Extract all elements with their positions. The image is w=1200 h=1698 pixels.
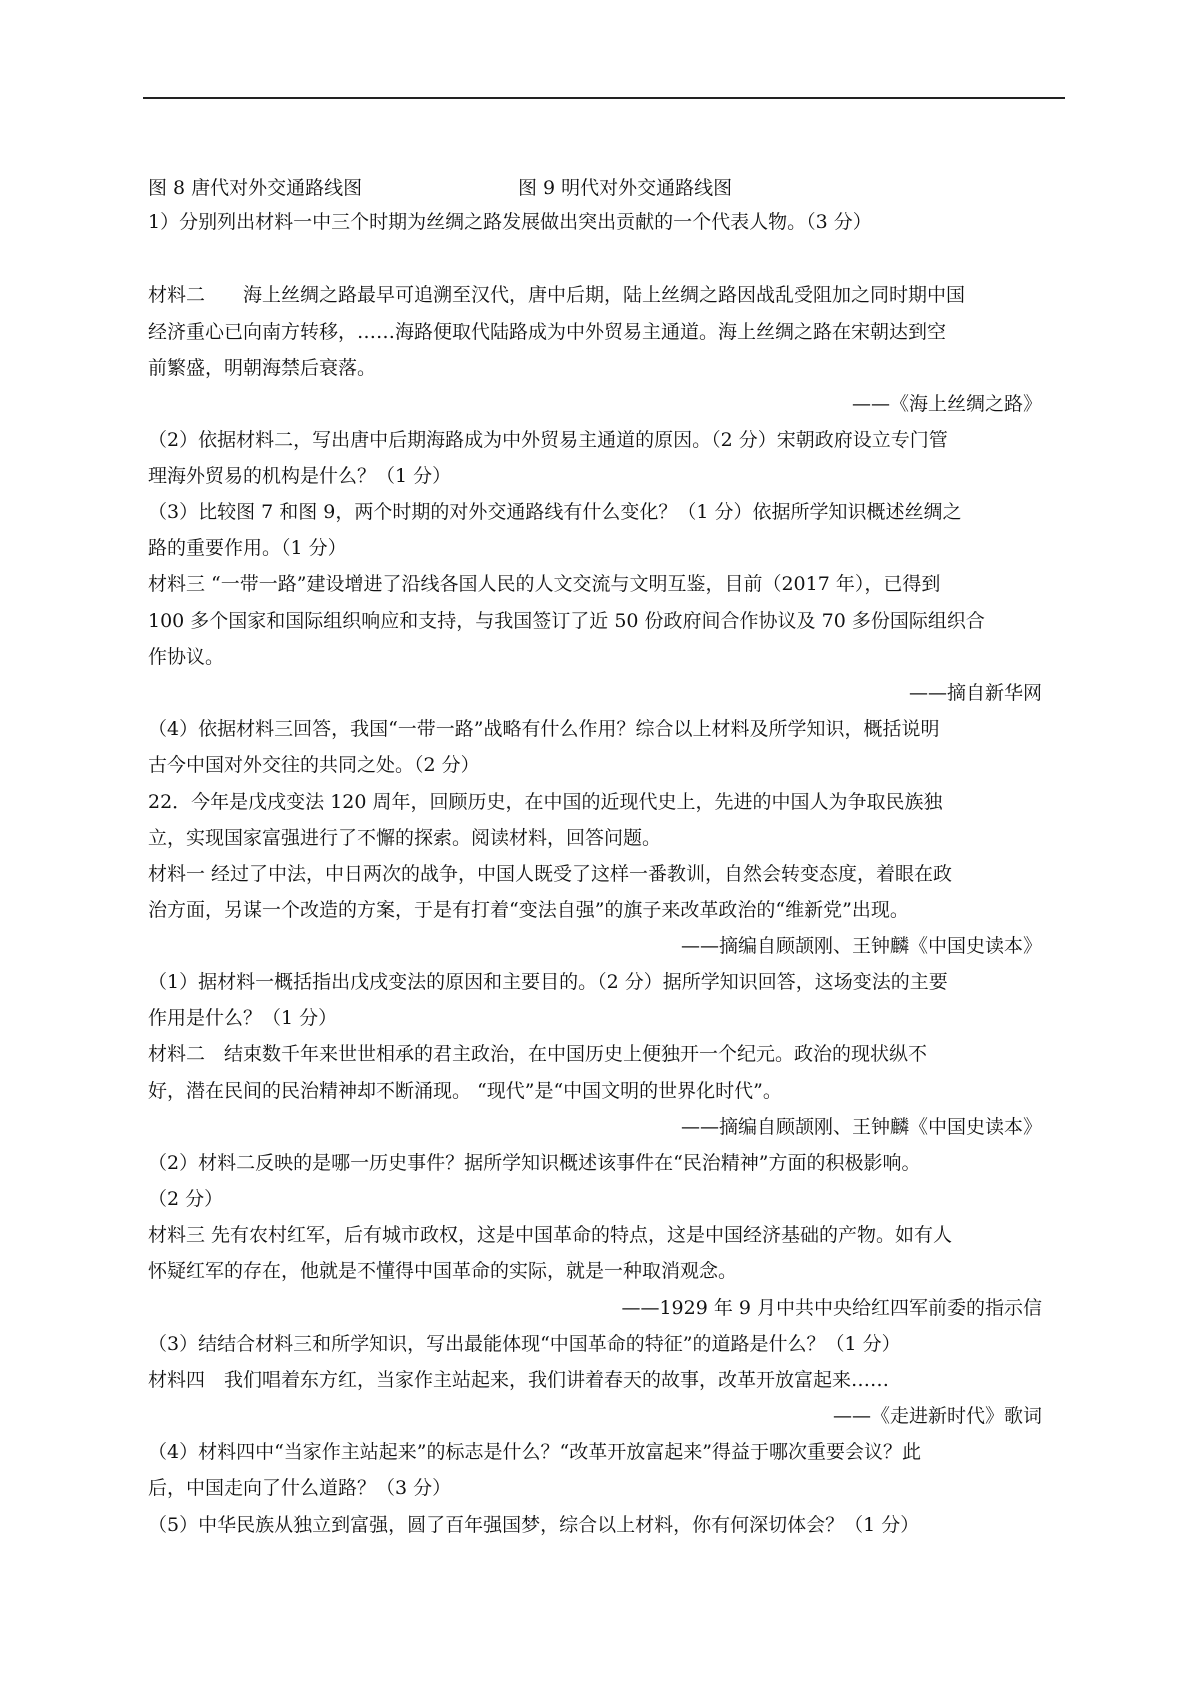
q22-question-1: 作用是什么？（1 分）	[148, 1007, 338, 1029]
question-3: 路的重要作用。（1 分）	[148, 537, 347, 559]
q22-question-4: （4）材料四中“当家作主站起来”的标志是什么？“改革开放富起来”得益于哪次重要会议？此	[148, 1441, 921, 1463]
q22-material-1-source: ——摘编自顾颉刚、王钟麟《中国史读本》	[680, 935, 1042, 957]
q22-question-4: 后，中国走向了什么道路？（3 分）	[148, 1477, 452, 1499]
question-1: 1）分别列出材料一中三个时期为丝绸之路发展做出突出贡献的一个代表人物。（3 分）	[148, 211, 872, 233]
q22-material-3: 怀疑红军的存在，他就是不懂得中国革命的实际，就是一种取消观念。	[148, 1260, 738, 1282]
question-2: （2）依据材料二，写出唐中后期海路成为中外贸易主通道的原因。（2 分）宋朝政府设立专门管	[148, 429, 948, 451]
q22-material-2: 好，潜在民间的民治精神却不断涌现。 “现代”是“中国文明的世界化时代”。	[148, 1080, 782, 1102]
figure-caption-9: 图 9 明代对外交通路线图	[518, 177, 733, 199]
header-rule	[143, 97, 1065, 99]
material-2-line: 经济重心已向南方转移，……海路便取代陆路成为中外贸易主通道。海上丝绸之路在宋朝达到空	[148, 321, 947, 343]
q22-question-2: （2 分）	[148, 1188, 224, 1210]
q22-material-1: 材料一 经过了中法，中日两次的战争，中国人既受了这样一番教训，自然会转变态度，着眼在政	[148, 863, 953, 885]
question-4: 古今中国对外交往的共同之处。（2 分）	[148, 754, 480, 776]
question-2: 理海外贸易的机构是什么？（1 分）	[148, 465, 452, 487]
question-22-intro: 立，实现国家富强进行了不懈的探索。阅读材料，回答问题。	[148, 827, 662, 849]
question-4: （4）依据材料三回答，我国“一带一路”战略有什么作用？综合以上材料及所学知识，概括说明	[148, 718, 940, 740]
material-3-source: ——摘自新华网	[908, 682, 1042, 704]
q22-material-3: 材料三 先有农村红军，后有城市政权，这是中国革命的特点，这是中国经济基础的产物。如有人	[148, 1224, 953, 1246]
q22-material-4: 材料四 我们唱着东方红，当家作主站起来，我们讲着春天的故事，改革开放富起来……	[148, 1369, 890, 1391]
q22-question-3: （3）结结合材料三和所学知识，写出最能体现“中国革命的特征”的道路是什么？（1 分）	[148, 1333, 901, 1355]
material-2-line: 前繁盛，明朝海禁后衰落。	[148, 357, 377, 379]
material-3-line: 100 多个国家和国际组织响应和支持，与我国签订了近 50 份政府间合作协议及 70 多份国际组织合	[148, 610, 985, 632]
material-3-line: 作协议。	[148, 646, 225, 668]
q22-question-2: （2）材料二反映的是哪一历史事件？据所学知识概述该事件在“民治精神”方面的积极影响。	[148, 1152, 921, 1174]
q22-material-3-source: ——1929 年 9 月中共中央给红四军前委的指示信	[621, 1297, 1042, 1319]
q22-material-2: 材料二 结束数千年来世世相承的君主政治，在中国历史上便独开一个纪元。政治的现状纵不	[148, 1043, 928, 1065]
material-2-line: 材料二 海上丝绸之路最早可追溯至汉代，唐中后期，陆上丝绸之路因战乱受阻加之同时期中国	[148, 284, 966, 306]
q22-material-1: 治方面，另谋一个改造的方案，于是有打着“变法自强”的旗子来改革政治的“维新党”出现。	[148, 899, 909, 921]
q22-question-1: （1）据材料一概括指出戊戌变法的原因和主要目的。（2 分）据所学知识回答，这场变法的主要	[148, 971, 948, 993]
figure-caption-8: 图 8 唐代对外交通路线图	[148, 177, 363, 199]
q22-material-2-source: ——摘编自顾颉刚、王钟麟《中国史读本》	[680, 1116, 1042, 1138]
material-3-line: 材料三 “一带一路”建设增进了沿线各国人民的人文交流与文明互鉴，目前（2017 年），已得到	[148, 573, 941, 595]
material-2-source: ——《海上丝绸之路》	[851, 393, 1042, 415]
q22-question-5: （5）中华民族从独立到富强，圆了百年强国梦，综合以上材料，你有何深切体会？（1 分）	[148, 1514, 920, 1536]
q22-material-4-source: ——《走进新时代》歌词	[832, 1405, 1042, 1427]
question-22-intro: 22．今年是戊戌变法 120 周年，回顾历史，在中国的近现代史上，先进的中国人为争取民族独	[148, 791, 943, 813]
question-3: （3）比较图 7 和图 9，两个时期的对外交通路线有什么变化？（1 分）依据所学知识概述丝绸之	[148, 501, 962, 523]
